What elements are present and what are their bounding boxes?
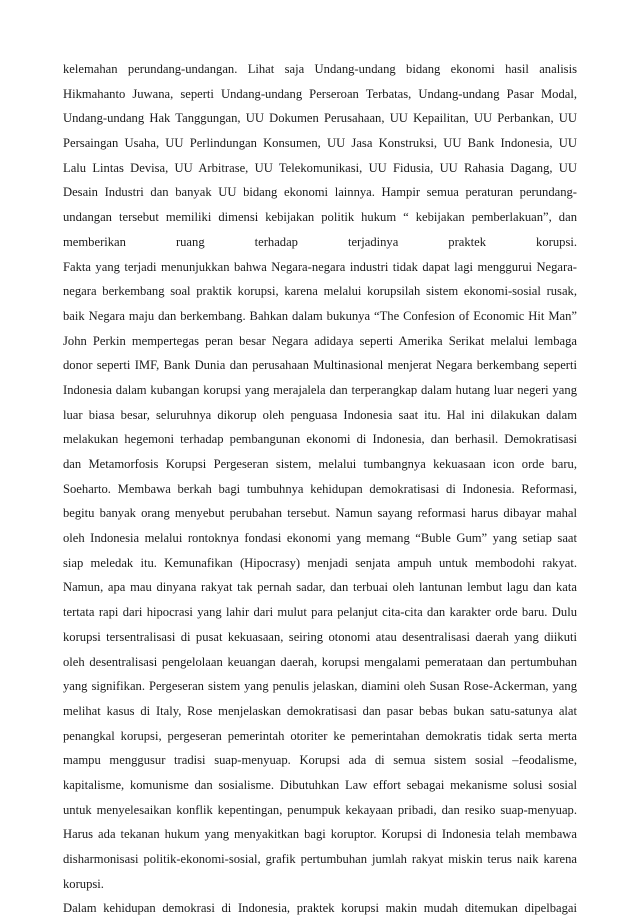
text-line: mampu menggusur tradisi suap-menyuap. Korupsi ada di semua sistem sosial –feodalisme,	[63, 753, 577, 768]
text-line: korupsi tersentralisasi di pusat kekuasaan, seiring otonomi atau desentralisasi daerah yang diikuti	[63, 629, 577, 644]
text-line: Hikmahanto Juwana, seperti Undang-undang Perseroan Terbatas, Undang-undang Pasar Modal,	[63, 86, 577, 101]
text-line: memberikan ruang terhadap terjadinya praktek korupsi.	[63, 234, 577, 249]
text-line: baik Negara maju dan berkembang. Bahkan dalam bukunya “The Confesion of Economic Hit Man”	[63, 308, 577, 323]
text-line: Namun, apa mau dinyana rakyat tak pernah sadar, dan terbuai oleh lantunan lembut lagu dan kata	[63, 580, 577, 595]
text-line: oleh desentralisasi pengelolaan keuangan daerah, korupsi mengalami pemerataan dan pertumbuhan	[63, 654, 577, 669]
text-line: melakukan hegemoni terhadap pembangunan ekonomi di Indonesia, dan berhasil. Demokratisasi	[63, 432, 577, 447]
text-line: oleh Indonesia melalui rontoknya fondasi ekonomi yang memang “Buble Gum” yang setiap saat	[63, 531, 577, 546]
text-line: Persaingan Usaha, UU Perlindungan Konsumen, UU Jasa Konstruksi, UU Bank Indonesia, UU	[63, 136, 577, 151]
text-line: melihat kasus di Italy, Rose menjelaskan demokratisasi dan pasar bebas bukan satu-satunya alat	[63, 703, 577, 718]
document-page	[63, 57, 577, 921]
text-line: dan Metamorfosis Korupsi Pergeseran sistem, melalui tumbangnya kekuasaan icon orde baru,	[63, 457, 577, 471]
text-line: Soeharto. Membawa berkah bagi tumbuhnya kehidupan demokratisasi di Indonesia. Reformasi,	[63, 481, 577, 496]
text-line: penangkal korupsi, pergeseran pemerintah otoriter ke pemerintahan demokratis tidak serta merta	[63, 728, 577, 743]
text-line: begitu banyak orang menyebut perubahan tersebut. Namun sayang reformasi harus dibayar mahal	[63, 506, 577, 521]
text-line: luar biasa besar, seluruhnya dikorup oleh penguasa Indonesia saat itu. Hal ini dilakukan dalam	[63, 407, 577, 422]
text-line: Fakta yang terjadi menunjukkan bahwa Negara-negara industri tidak dapat lagi menggurui Negara-	[63, 259, 577, 274]
text-line: Lalu Lintas Devisa, UU Arbitrase, UU Telekomunikasi, UU Fidusia, UU Rahasia Dagang, UU	[63, 160, 577, 175]
text-line: undangan tersebut memiliki dimensi kebijakan politik hukum “ kebijakan pemberlakuan”, dan	[63, 210, 577, 225]
text-line: siap meledak itu. Kemunafikan (Hipocrasy) menjadi senjata ampuh untuk membodohi rakyat.	[63, 555, 577, 570]
text-line: untuk menyelesaikan konflik kepentingan, penumpuk kekayaan pribadi, dan resiko suap-menyuap.	[63, 802, 577, 817]
text-line: Harus ada tekanan hukum yang menyakitkan bagi koruptor. Korupsi di Indonesia telah membawa	[63, 827, 577, 842]
text-line: kelemahan perundang-undangan. Lihat saja Undang-undang bidang ekonomi hasil analisis	[63, 62, 577, 76]
text-line: korupsi.	[63, 876, 104, 891]
text-line: John Perkin mempertegas peran besar Negara adidaya seperti Amerika Serikat melalui lembaga	[63, 333, 577, 348]
text-line: Indonesia dalam kubangan korupsi yang merajalela dan terperangkap dalam hutang luar negeri yang	[63, 382, 577, 397]
text-line: donor seperti IMF, Bank Dunia dan perusahaan Multinasional menjerat Negara berkembang seperti	[63, 358, 577, 373]
text-line: disharmonisasi politik-ekonomi-sosial, grafik pertumbuhan jumlah rakyat miskin terus naik karena	[63, 852, 577, 866]
text-line: Undang-undang Hak Tanggungan, UU Dokumen Perusahaan, UU Kepailitan, UU Perbankan, UU	[63, 111, 577, 126]
text-line: kapitalisme, komunisme dan sosialisme. Dibutuhkan Law effort sebagai mekanisme solusi sosial	[63, 777, 577, 792]
text-line: negara berkembang soal praktik korupsi, karena melalui korupsilah sistem ekonomi-sosial rusak,	[63, 284, 577, 299]
text-line: yang signifikan. Pergeseran sistem yang penulis jelaskan, diamini oleh Susan Rose-Ackerman, yang	[63, 679, 577, 694]
text-line: tertata rapi dari hipocrasi yang lahir dari mulut para pelanjut cita-cita dan karakter orde baru. Dulu	[63, 605, 577, 620]
text-line: Dalam kehidupan demokrasi di Indonesia, praktek korupsi makin mudah ditemukan dipelbagai	[63, 901, 577, 916]
text-line: Desain Industri dan banyak UU bidang ekonomi lainnya. Hampir semua peraturan perundang-	[63, 185, 577, 200]
